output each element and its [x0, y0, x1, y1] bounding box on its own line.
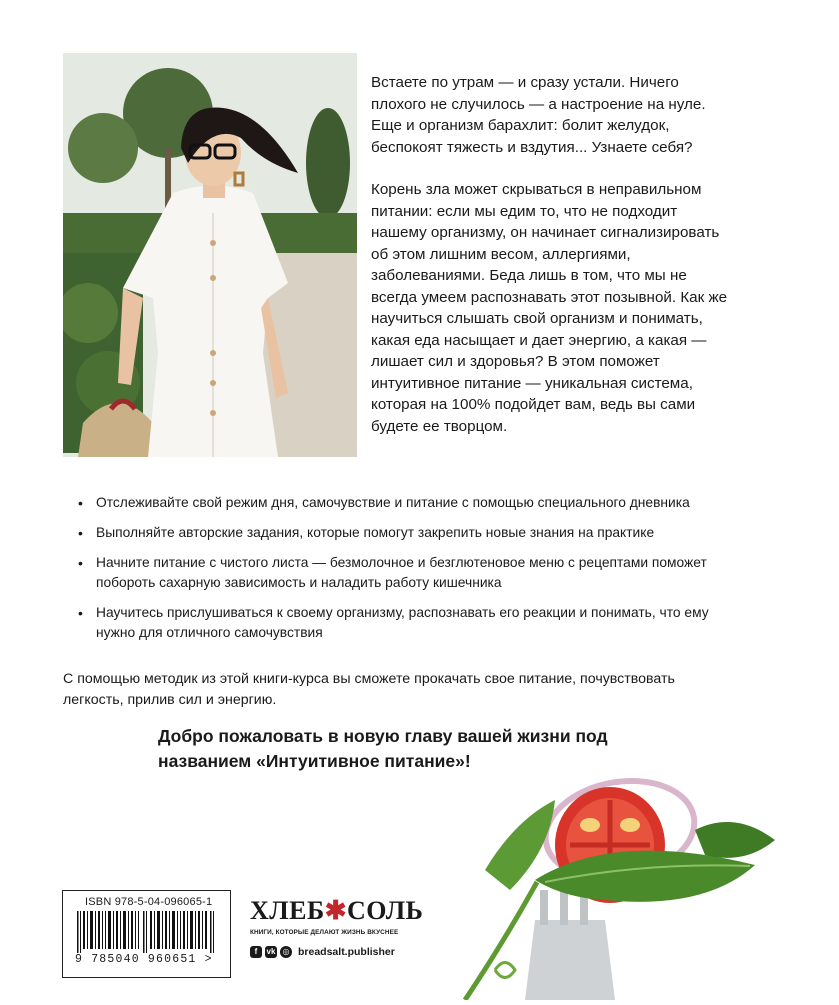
barcode-bars: [77, 911, 217, 953]
bullet-icon: •: [78, 555, 83, 571]
author-photo: [63, 53, 357, 457]
bullet-icon: •: [78, 495, 83, 511]
benefits-list: [74, 493, 724, 653]
list-item: [74, 603, 724, 643]
social-links: [250, 946, 420, 958]
intro-paragraph-2: Корень зла может скрываться в неправильном питании: если мы едим то, что не подходит нашему организму, он начинает сигнализировать об этом лишним весом, аллергиями, заболеваниями. Беда лишь в том, что мы не всегда умеем распознавать этот позывной. Как же научиться слышать свой организм и понимать, какая еда насыщает и дает энергию, а какая — лишает сил и здоровья? В этом поможет интуитивное питание — уникальная система, которая на 100% подойдет вам, ведь вы сами будете ее творцом.: [371, 181, 728, 435]
intro-paragraph-1: Встаете по утрам — и сразу устали. Ничего плохого не случилось — а настроение на нуле. Еще и организм барахлит: болит желудок, беспокоят тяжесть и вздутия... Узнаете себя?: [371, 74, 706, 156]
asterisk-icon: ✱: [324, 896, 347, 925]
facebook-icon: f: [250, 946, 262, 958]
bullet-icon: •: [78, 525, 83, 541]
publisher-handle: breadsalt.publisher: [298, 946, 395, 958]
list-item-text: Отслеживайте свой режим дня, самочувствие и питание с помощью специального дневника: [96, 495, 690, 510]
publisher-tagline: КНИГИ, КОТОРЫЕ ДЕЛАЮТ ЖИЗНЬ ВКУСНЕЕ: [250, 929, 399, 936]
list-item: [74, 493, 724, 513]
publisher-block: [250, 896, 424, 976]
list-item: [74, 523, 724, 543]
intro-text: [371, 72, 731, 458]
barcode-digits: 9 785040 960651 >: [75, 953, 213, 966]
list-item-text: Выполняйте авторские задания, которые помогут закрепить новые знания на практике: [96, 525, 655, 540]
list-item-text: Научитесь прислушиваться к своему организму, распознавать его реакции и понимать, что ему нужно для отличного самочувствия: [96, 605, 709, 640]
welcome-headline: Добро пожаловать в новую главу вашей жизни под названием «Интуитивное питание»!: [158, 726, 608, 771]
outro-text: С помощью методик из этой книги-курса вы сможете прокачать свое питание, почувствовать легкость, прилив сил и энергию.: [63, 671, 675, 708]
logo-word-2: СОЛЬ: [346, 896, 424, 925]
logo-word-1: ХЛЕБ: [250, 896, 325, 925]
list-item-text: Начните питание с чистого листа — безмолочное и безглютеновое меню с рецептами поможет побороть сахарную зависимость и наладить работу кишечника: [96, 555, 707, 590]
publisher-logo: [250, 896, 424, 926]
isbn-barcode: [62, 890, 231, 978]
isbn-label: ISBN 978-5-04-096065-1: [85, 896, 213, 908]
bullet-icon: •: [78, 605, 83, 621]
list-item: [74, 553, 724, 593]
tomato-fork-illustration: [455, 770, 795, 1005]
vk-icon: vk: [266, 947, 276, 956]
instagram-icon: ◎: [280, 946, 292, 958]
